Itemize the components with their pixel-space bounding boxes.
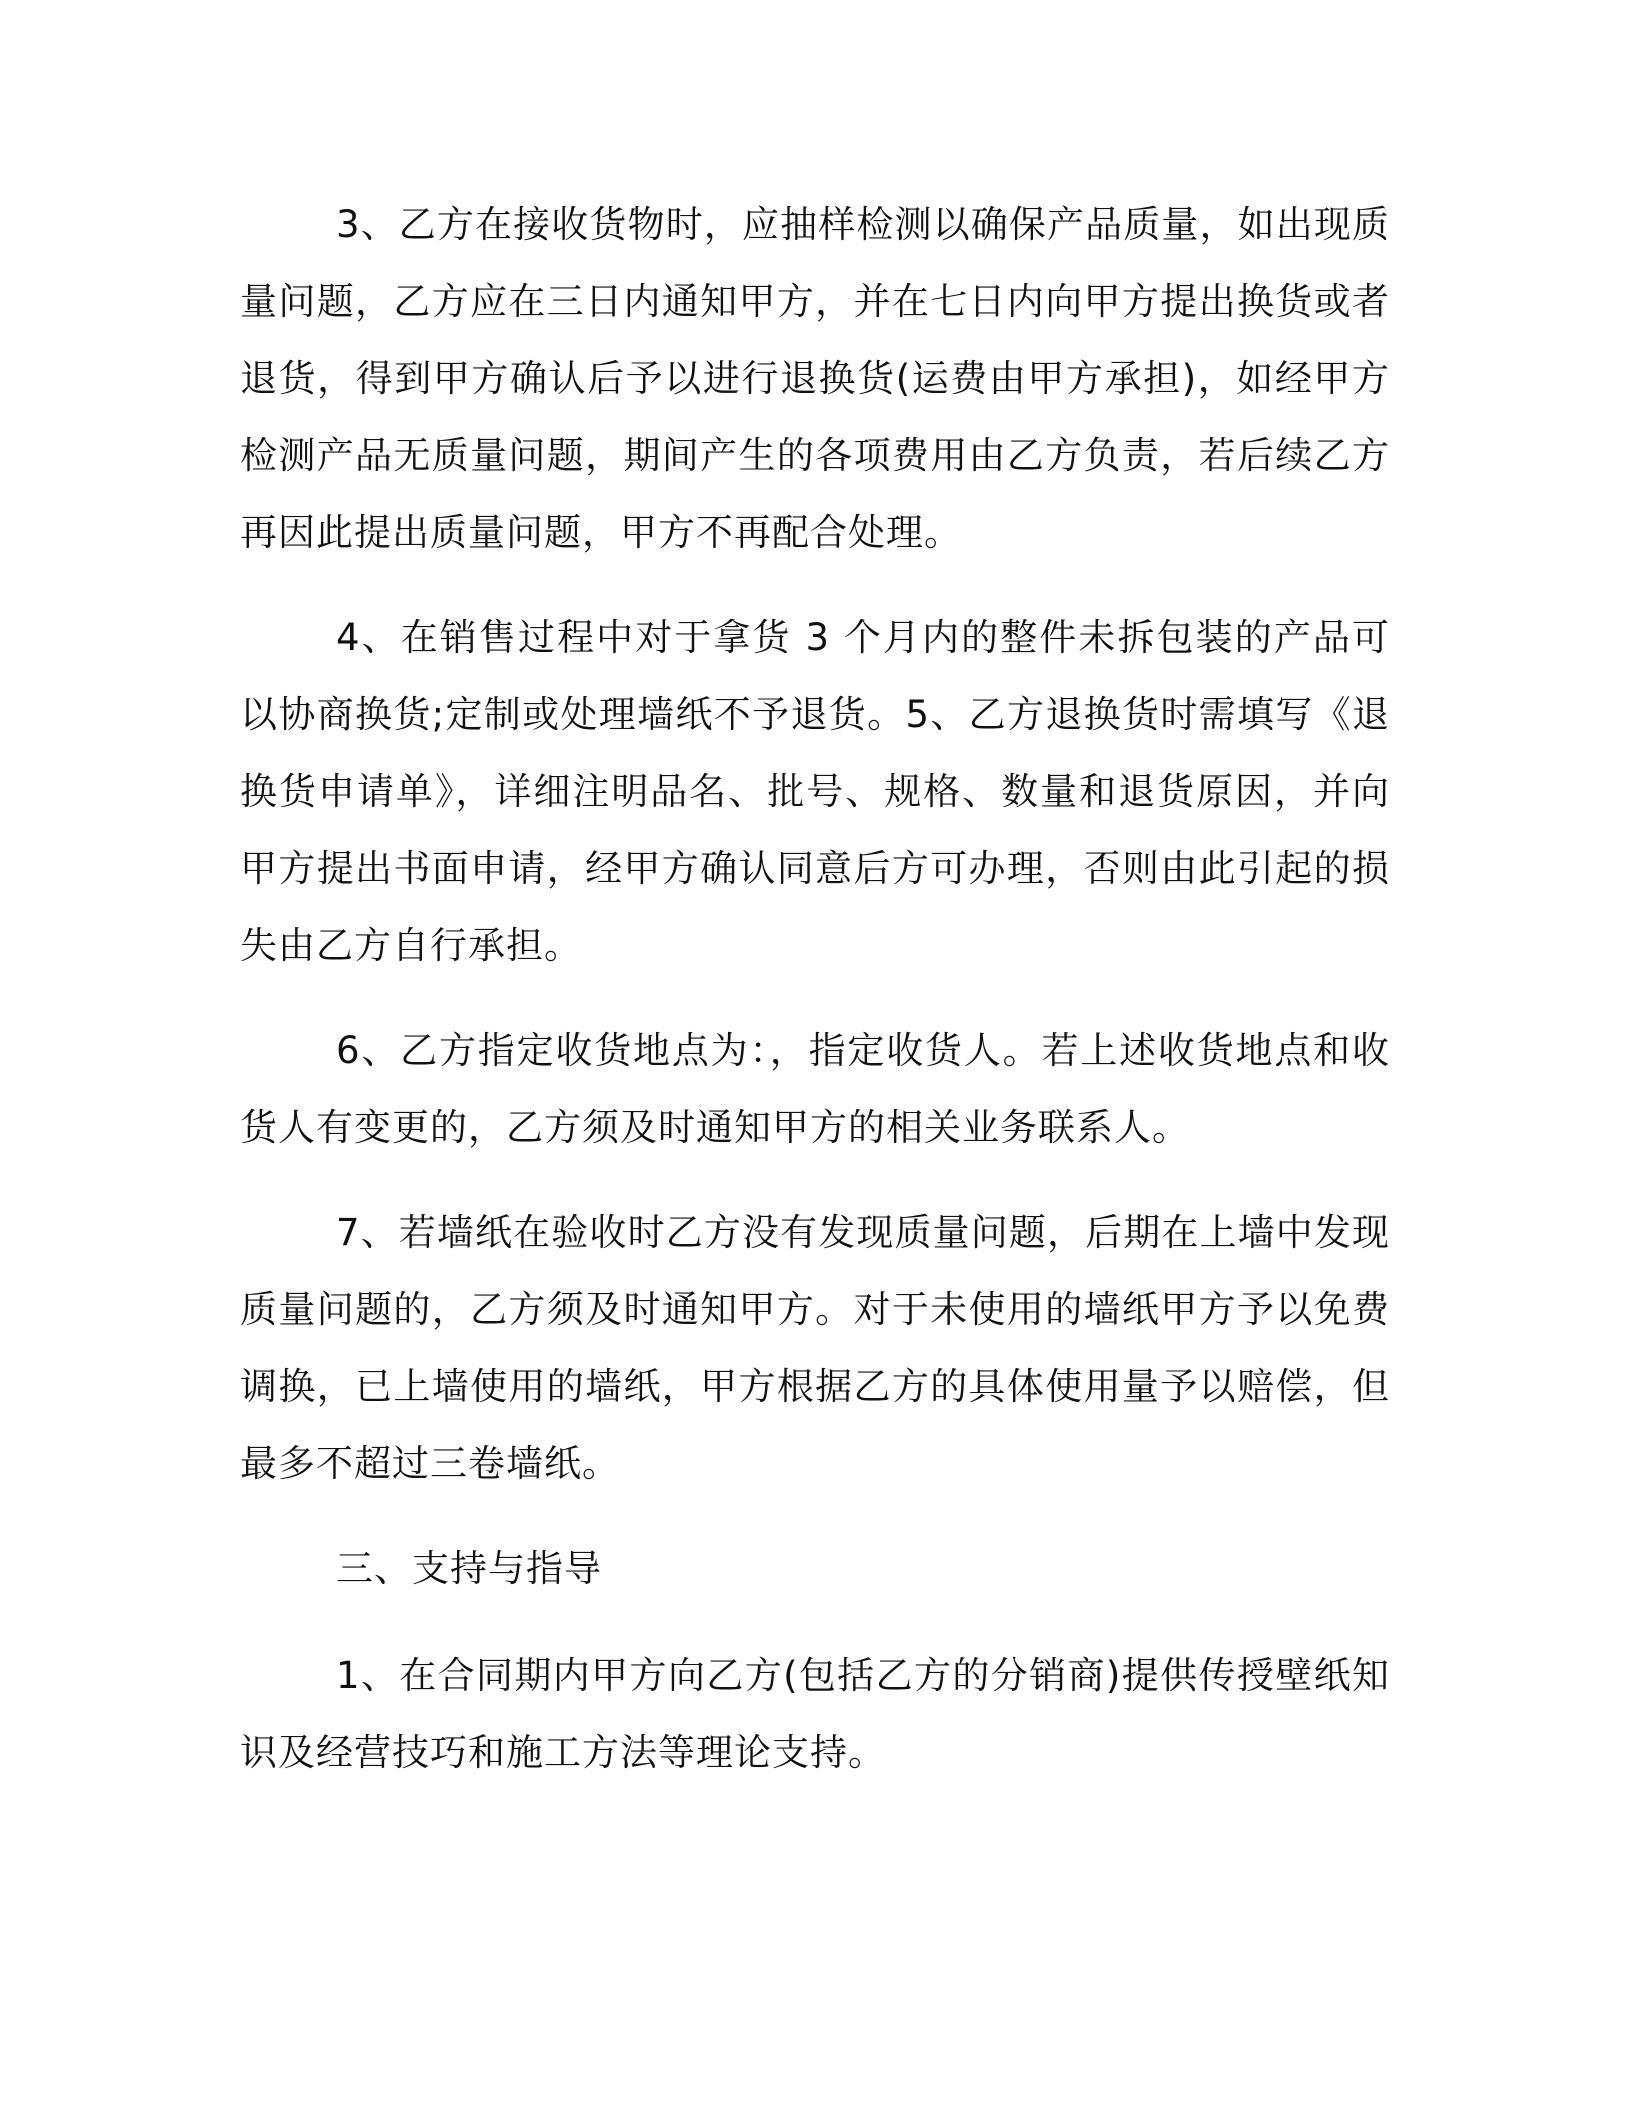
paragraph-clause-6: 6、乙方指定收货地点为：，指定收货人。若上述收货地点和收货人有变更的，乙方须及时通知甲方的相关业务联系人。 <box>240 1029 1390 1149</box>
section-heading-support: 三、支持与指导 <box>336 1547 602 1590</box>
document-body <box>240 186 1390 1819</box>
paragraph-clause-3: 3、乙方在接收货物时，应抽样检测以确保产品质量，如出现质量问题，乙方应在三日内通知甲方，并在七日内向甲方提出换货或者退货，得到甲方确认后予以进行退换货(运费由甲方承担)，如经甲方检测产品无质量问题，期间产生的各项费用由乙方负责，若后续乙方再因此提出质量问题，甲方不再配合处理。 <box>240 203 1390 554</box>
paragraph-support-1: 1、在合同期内甲方向乙方(包括乙方的分销商)提供传授壁纸知识及经营技巧和施工方法等理论支持。 <box>240 1654 1390 1774</box>
paragraph-clause-7: 7、若墙纸在验收时乙方没有发现质量问题，后期在上墙中发现质量问题的，乙方须及时通知甲方。对于未使用的墙纸甲方予以免费调换，已上墙使用的墙纸，甲方根据乙方的具体使用量予以赔偿，但最多不超过三卷墙纸。 <box>240 1211 1390 1485</box>
paragraph-clause-4-5: 4、在销售过程中对于拿货 3 个月内的整件未拆包装的产品可以协商换货;定制或处理墙纸不予退货。5、乙方退换货时需填写《退换货申请单》，详细注明品名、批号、规格、数量和退货原因，并向甲方提出书面申请，经甲方确认同意后方可办理，否则由此引起的损失由乙方自行承担。 <box>240 616 1390 967</box>
